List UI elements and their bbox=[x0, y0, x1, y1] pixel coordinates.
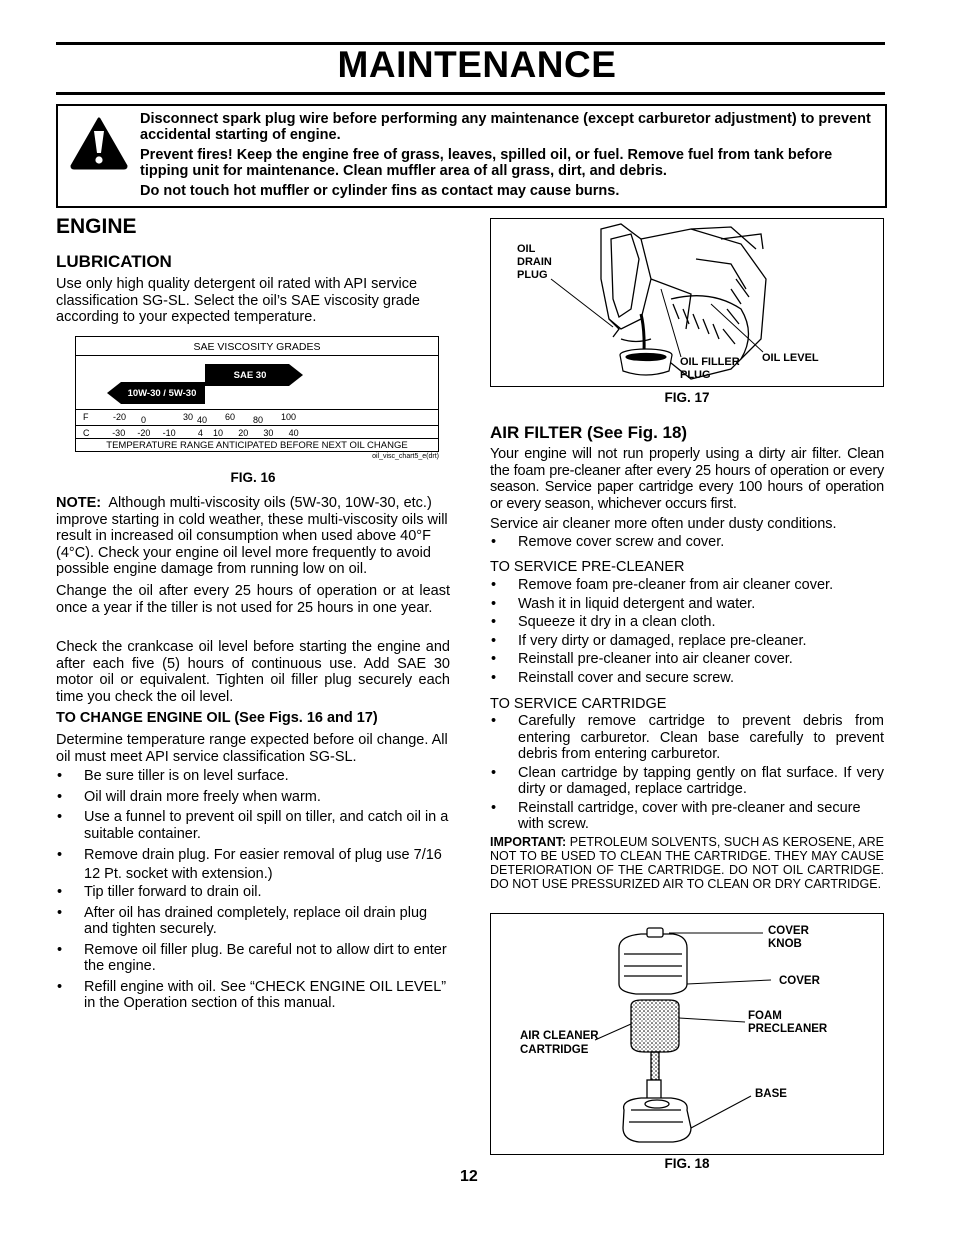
c-tick-label: -10 bbox=[162, 428, 176, 438]
list-item: • Refill engine with oil. See “CHECK ENGINE OIL LEVEL” in the Operation section of this manual. bbox=[56, 979, 450, 1012]
bar-label-sae30: SAE 30 bbox=[233, 370, 267, 381]
list-item: • Reinstall cartridge, cover with pre-cleaner and secure with screw. bbox=[490, 800, 884, 833]
f-tick-label: 30 bbox=[183, 412, 194, 422]
list-item: • Tip tiller forward to drain oil. bbox=[56, 884, 450, 901]
change-paragraph: Change the oil after every 25 hours of operation or at least once a year if the tiller is not used for 25 hours in one year. bbox=[56, 583, 450, 616]
precleaner-heading: TO SERVICE PRE-CLEANER bbox=[490, 559, 685, 575]
note-paragraph bbox=[56, 495, 450, 578]
list-item: • Reinstall pre-cleaner into air cleaner cover. bbox=[490, 651, 884, 668]
determine-paragraph: Determine temperature range expected before oil change. All oil must meet API service classification SG-SL. bbox=[56, 732, 448, 765]
c-tick-label: 30 bbox=[263, 428, 274, 438]
air-filter-dusty: Service air cleaner more often under dusty conditions. bbox=[490, 516, 837, 532]
warning-line-1: Disconnect spark plug wire before performing any maintenance (except carburetor adjustment) to prevent accidental starting of engine. bbox=[140, 111, 871, 143]
cartridge-heading: TO SERVICE CARTRIDGE bbox=[490, 696, 667, 712]
viscosity-chart bbox=[75, 336, 439, 452]
list-item: • Carefully remove cartridge to prevent debris from entering carburetor. Clean base carefully to prevent debris from entering carburetor. bbox=[490, 713, 884, 763]
list-item: • Oil will drain more freely when warm. bbox=[56, 789, 450, 806]
c-tick-label: 40 bbox=[288, 428, 299, 438]
fig17-illustration bbox=[490, 218, 884, 387]
page-number: 12 bbox=[460, 1168, 478, 1185]
chart-bars bbox=[76, 356, 438, 416]
f-tick-label: 60 bbox=[225, 412, 236, 422]
fig18-illustration bbox=[490, 913, 884, 1155]
fig17-caption: FIG. 17 bbox=[664, 390, 710, 405]
remove-cover-list bbox=[490, 534, 884, 551]
list-item: • Use a funnel to prevent oil spill on tiller, and catch oil in a suitable container. bbox=[56, 809, 450, 842]
chart-xlabel: TEMPERATURE RANGE ANTICIPATED BEFORE NEXT OIL CHANGE bbox=[106, 440, 408, 451]
warning-line-3: Do not touch hot muffler or cylinder fins as contact may cause burns. bbox=[140, 183, 620, 199]
chart-divider-3 bbox=[76, 425, 438, 426]
list-item: • After oil has drained completely, replace oil drain plug and tighten securely. bbox=[56, 905, 450, 938]
precleaner-steps bbox=[490, 577, 884, 686]
important-label: IMPORTANT: bbox=[490, 835, 567, 849]
f-tick-label: 80 bbox=[253, 415, 264, 425]
list-item: • Reinstall cover and secure screw. bbox=[490, 670, 884, 687]
change-oil-heading: TO CHANGE ENGINE OIL (See Figs. 16 and 17) bbox=[56, 710, 378, 726]
list-item: • Squeeze it dry in a clean cloth. bbox=[490, 614, 884, 631]
title-rule bbox=[56, 92, 885, 95]
label-air-cleaner-cartridge: AIR CLEANER CARTRIDGE bbox=[520, 1030, 599, 1056]
lubrication-text: Use only high quality detergent oil rated with API service classification SG-SL. Select the oil’s SAE viscosity grade according to your expected temperature. bbox=[56, 276, 421, 325]
c-tick-label: -30 bbox=[112, 428, 126, 438]
page-title: MAINTENANCE bbox=[337, 44, 617, 85]
important-text: PETROLEUM SOLVENTS, SUCH AS KEROSENE, ARE NOT TO BE USED TO CLEAN THE CARTRIDGE. THEY MAY CAUSE DETERIORATION OF THE CARTRIDGE. DO NOT OIL CARTRIDGE. DO NOT USE PRESSURIZED AIR TO CLEAN OR DRY CARTRIDGE. bbox=[490, 835, 884, 891]
air-filter-heading: AIR FILTER (See Fig. 18) bbox=[490, 423, 688, 442]
c-tick-label: 10 bbox=[213, 428, 224, 438]
list-item: • Remove foam pre-cleaner from air cleaner cover. bbox=[490, 577, 884, 594]
engine-heading: ENGINE bbox=[56, 215, 137, 238]
lubrication-heading: LUBRICATION bbox=[56, 252, 172, 271]
warning-triangle-icon bbox=[70, 116, 128, 170]
f-label: F bbox=[83, 412, 89, 422]
important-paragraph bbox=[490, 835, 884, 891]
fig16-caption: FIG. 16 bbox=[230, 470, 276, 485]
list-item: • Clean cartridge by tapping gently on flat surface. If very dirty or damaged, replace cartridge. bbox=[490, 765, 884, 798]
bar-label-10w30: 10W-30 / 5W-30 bbox=[127, 388, 197, 399]
list-item: • Wash it in liquid detergent and water. bbox=[490, 596, 884, 613]
f-tick-label: 100 bbox=[281, 412, 297, 422]
f-tick-label: 0 bbox=[141, 415, 147, 425]
label-foam-precleaner: FOAM PRECLEANER bbox=[748, 1010, 828, 1035]
air-filter-intro: Your engine will not run properly using a dirty air filter. Clean the foam pre-cleaner after every 25 hours of operation or every season. Service paper cartridge every 100 hours of operation or every season, whichever occurs first. bbox=[490, 446, 884, 512]
chart-divider-4 bbox=[76, 438, 438, 439]
list-item: • Remove drain plug. For easier removal of plug use 7/16 12 Pt. socket with extension.) bbox=[56, 846, 450, 884]
warning-line-2: Prevent fires! Keep the engine free of grass, leaves, spilled oil, or fuel. Remove fuel from tank before tipping unit for maintenance. Clean muffler area of all grass, dirt, and debris. bbox=[140, 147, 833, 179]
check-paragraph: Check the crankcase oil level before starting the engine and after each five (5) hours of continuous use. Add SAE 30 motor oil or equivalent. Tighten oil filler plug securely each time you check the oil level. bbox=[56, 639, 450, 705]
note-label: NOTE: bbox=[56, 495, 102, 511]
c-label: C bbox=[83, 428, 90, 438]
label-cover-knob: COVER KNOB bbox=[768, 925, 809, 950]
fig18-caption: FIG. 18 bbox=[664, 1156, 710, 1171]
cartridge-steps bbox=[490, 713, 884, 833]
c-tick-label: 4 bbox=[197, 428, 203, 438]
label-base: BASE bbox=[755, 1088, 787, 1100]
f-tick-row bbox=[76, 410, 438, 424]
chart-source-tag: oil_visc_chart5_e(drt) bbox=[372, 453, 439, 460]
f-tick-label: 40 bbox=[197, 415, 208, 425]
list-item: • If very dirty or damaged, replace pre-cleaner. bbox=[490, 633, 884, 650]
c-tick-label: 20 bbox=[238, 428, 249, 438]
note-text: Although multi-viscosity oils (5W-30, 10W-30, etc.) improve starting in cold weather, these multi-viscosity oils will result in increased oil consumption when used above 40°F (4°C). Check your engine oil level more frequently to avoid possible engine damage from running low on oil. bbox=[56, 495, 448, 577]
label-cover: COVER bbox=[779, 975, 820, 987]
warning-box bbox=[56, 104, 887, 208]
label-oil-level: OIL LEVEL bbox=[762, 352, 819, 364]
list-item: • Be sure tiller is on level surface. bbox=[56, 768, 450, 785]
chart-title: SAE VISCOSITY GRADES bbox=[193, 341, 321, 353]
label-oil-drain-plug: OIL DRAIN PLUG bbox=[517, 243, 552, 281]
c-tick-label: -20 bbox=[137, 428, 151, 438]
list-item: • Remove oil filler plug. Be careful not to allow dirt to enter the engine. bbox=[56, 942, 450, 975]
oil-change-steps bbox=[56, 768, 450, 1012]
label-oil-filler-plug: OIL FILLER PLUG bbox=[680, 356, 740, 381]
list-item: • Remove cover screw and cover. bbox=[490, 534, 884, 551]
f-tick-label: -20 bbox=[113, 412, 127, 422]
